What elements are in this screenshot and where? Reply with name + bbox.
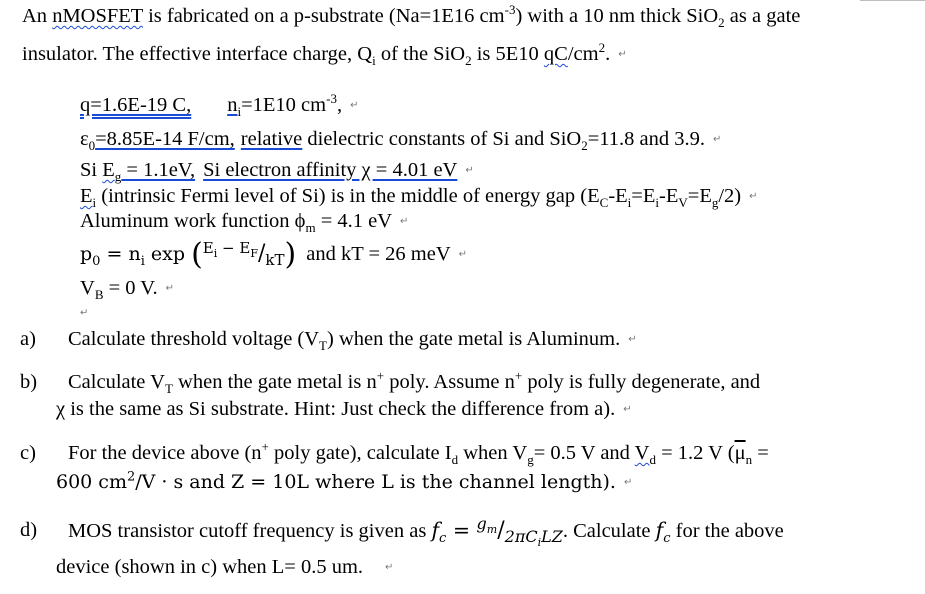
question-b-line-1: Calculate $V_T$ when the gate metal is n+ poly. Assume n+ poly is fully degenerate, and [68,368,761,397]
return-mark-icon: ↵ [623,404,632,416]
return-mark-icon: ↵ [350,100,359,112]
return-mark-icon: ↵ [618,49,627,61]
intro-line-2: insulator. The effective interface charge, $Q_i$ of the SiO$_2$ is 5E10 $qC/cm^2$. ↵ [22,40,627,69]
question-d-label: d) [20,519,38,541]
question-a-label: a) [20,328,36,350]
top-rule [860,0,925,1]
return-mark-icon: ↵ [628,334,637,346]
return-mark-icon: ↵ [749,191,758,203]
question-d-line-1: MOS transistor cutoff frequency is given as $f_c = ^{g_m}/_{2\pi C_iLZ}$. Calculate $f_c$ for the above [68,514,784,550]
param-eg-chi: Si $E_g = 1.1eV$, Si electron affinity χ = 4.01 eV ↵ [80,159,474,185]
return-mark-icon: ↵ [623,477,633,488]
return-mark-icon: ↵ [385,562,394,574]
return-mark-icon: ↵ [713,134,722,146]
blank-line [80,300,88,325]
param-q-ni: q=1.6E-19 C, $n_i=1E10$ $cm^{-3}$, ↵ [80,91,359,120]
nmosfet-term: nMOSFET [52,5,143,27]
param-aluminum: Aluminum work function $\phi_m = 4.1$ eV ↵ [80,210,409,236]
return-mark-icon: ↵ [80,307,89,319]
param-epsilon: $\varepsilon_0=8.85E-14$ F/cm, relative dielectric constants of Si and SiO$_2$=11.8 and 3.9. ↵ [80,128,722,154]
question-d-line-2: device (shown in c) when L= 0.5 um. ↵ [56,556,394,578]
question-c-line-2: 600 $cm^2/V \cdot s$ and Z = 10L where L is the channel length). ↵ [56,469,633,493]
return-mark-icon: ↵ [458,249,468,260]
question-a-text: Calculate threshold voltage $(V_T)$ when the gate metal is Aluminum. ↵ [68,328,637,354]
param-p0-equation: $p_0 = n_i$ $\exp (^{E_i - E_F}/_{kT})$ and kT = 26 meV ↵ [80,237,468,272]
return-mark-icon: ↵ [165,283,174,295]
question-b-label: b) [20,371,38,393]
param-vb: $V_B = 0$ V. ↵ [80,277,174,303]
question-c-label: c) [20,442,36,464]
return-mark-icon: ↵ [465,165,474,177]
question-c-line-1: For the device above (n+ poly gate), calculate $I_d$ when $V_g= 0.5$ V and $V_d = 1.2$ V ($\overline{\mu}_n$ = [68,439,769,468]
intro-line-1: An nMOSFET is fabricated on a p-substrate (Na=1E16 $cm^{-3}$) with a 10 nm thick SiO$_2$ as a gate [22,2,801,31]
question-b-line-2: χ is the same as Si substrate. Hint: Just check the difference from a). ↵ [56,398,632,420]
return-mark-icon: ↵ [400,216,409,228]
param-ei: $E_i$ (intrinsic Fermi level of Si) is in the middle of energy gap $(E_C-E_i=E_i-E_V=E_g/2)$ ↵ [80,185,758,211]
